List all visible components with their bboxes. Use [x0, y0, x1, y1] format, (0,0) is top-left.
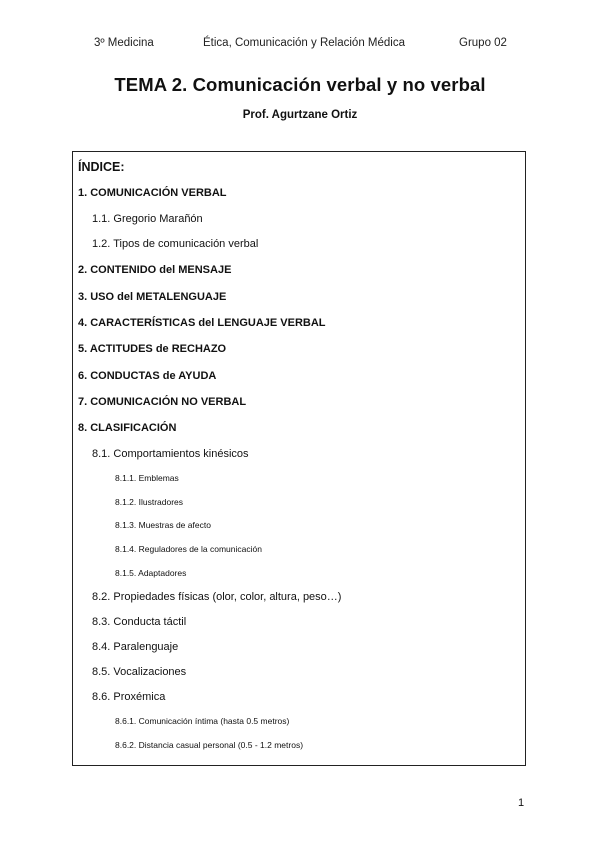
toc-subsubsection: 8.1.4. Reguladores de la comunicación [115, 544, 262, 554]
toc-subsubsection: 8.1.2. Ilustradores [115, 497, 184, 507]
toc-section: 2. CONTENIDO del MENSAJE [78, 264, 232, 276]
document-title: TEMA 2. Comunicación verbal y no verbal [114, 74, 486, 95]
toc-subsubsection: 8.6.1. Comunicación íntima (hasta 0.5 metros) [115, 716, 290, 726]
page-header [0, 37, 600, 53]
toc-heading: ÍNDICE: [78, 160, 125, 174]
toc-section: 6. CONDUCTAS de AYUDA [78, 370, 217, 382]
header-subject: Ética, Comunicación y Relación Médica [203, 37, 405, 49]
toc-subsection: 1.2. Tipos de comunicación verbal [92, 238, 259, 250]
page-number: 1 [518, 797, 525, 809]
toc-subsection: 1.1. Gregorio Marañón [92, 213, 203, 225]
toc-section: 8. CLASIFICACIÓN [78, 422, 177, 434]
toc-subsection: 8.3. Conducta táctil [92, 616, 187, 628]
toc-section: 1. COMUNICACIÓN VERBAL [78, 187, 227, 199]
toc-subsubsection: 8.1.1. Emblemas [115, 473, 179, 483]
toc-subsubsection: 8.1.5. Adaptadores [115, 568, 187, 578]
toc-subsubsection: 8.6.2. Distancia casual personal (0.5 - 1.2 metros) [115, 740, 304, 750]
table-of-contents [72, 151, 526, 766]
toc-subsection: 8.2. Propiedades físicas (olor, color, altura, peso…) [92, 591, 342, 603]
toc-section: 4. CARACTERÍSTICAS del LENGUAJE VERBAL [78, 317, 326, 329]
toc-section: 5. ACTITUDES de RECHAZO [78, 343, 227, 355]
header-course: 3º Medicina [94, 37, 154, 49]
toc-section: 3. USO del METALENGUAJE [78, 291, 227, 303]
toc-subsection: 8.6. Proxémica [92, 691, 166, 703]
header-group: Grupo 02 [459, 37, 507, 49]
toc-section: 7. COMUNICACIÓN NO VERBAL [78, 396, 247, 408]
toc-subsection: 8.1. Comportamientos kinésicos [92, 448, 249, 460]
document-author: Prof. Agurtzane Ortiz [242, 109, 358, 121]
toc-subsection: 8.4. Paralenguaje [92, 641, 179, 653]
toc-subsubsection: 8.1.3. Muestras de afecto [115, 520, 211, 530]
toc-subsection: 8.5. Vocalizaciones [92, 666, 187, 678]
